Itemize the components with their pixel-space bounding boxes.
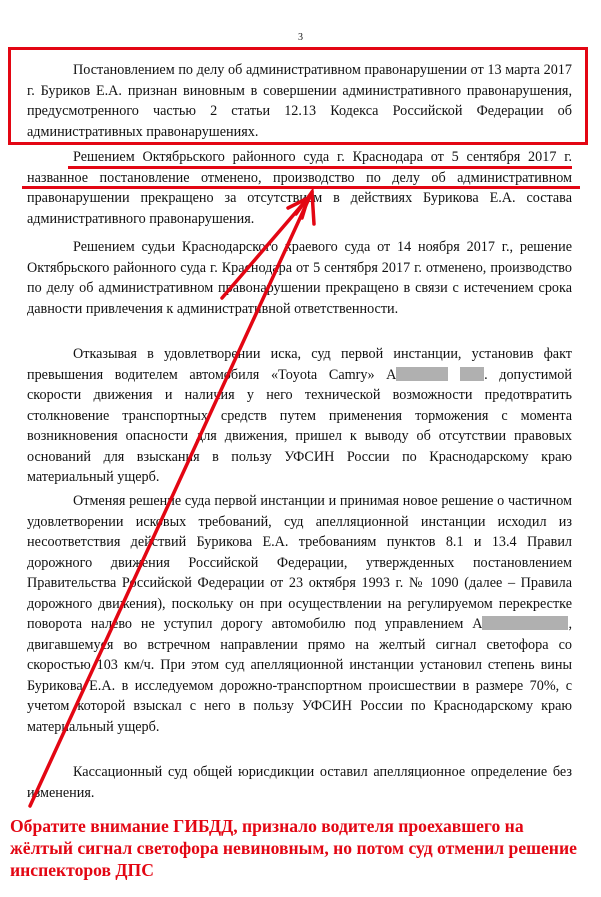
paragraph-first-instance-text-a: Отказывая в удовлетворении иска, суд первой инстанции, установив факт превышения водителем автомобиля «Toyota Camry» А	[27, 346, 572, 383]
highlight-box	[8, 47, 588, 145]
redacted-name	[396, 367, 448, 381]
paragraph-first-instance	[27, 344, 572, 488]
annotation-caption: Обратите внимание ГИБДД, признало водителя проехавшего на жёлтый сигнал светофора невиновным, но потом суд отменил решение инспекторов ДПС	[10, 816, 577, 880]
paragraph-district-court: Решением Октябрьского районного суда г. Краснодара от 5 сентября 2017 г. названное постановление отменено, производство по делу об административном правонарушении прекращено за отсутствием в действиях Бурикова Е.А. состава административного правонарушения.	[27, 149, 572, 227]
underline-1	[68, 166, 572, 169]
paragraph-appeal-text-b: , двигавшемуся во встречном направлении прямо на желтый сигнал светофора со скоростью 103 км/ч. При этом суд апелляционной инстанции установил степень вины Бурикова Е.А. в исследуемом дорожно-транспортном происшествии в размере 70%, с учетом которой взыскал с него в пользу УФСИН России по Краснодарскому краю материальный ущерб.	[27, 616, 572, 735]
paragraph-appeal-text-a: Отменяя решение суда первой инстанции и принимая новое решение о частичном удовлетворении исковых требований, суд апелляционной инстанции исходил из несоответствия действий Бурикова Е.А. требованиям пунктов 8.1 и 13.4 Правил дорожного движения Российской Федерации, утвержденных постановлением Правительства Российской Федерации от 23 октября 1993 г. № 1090 (далее – Правила дорожного движения), поскольку он при осуществлении на регулируемом перекрестке поворота налево не уступил дорогу автомобилю под управлением А	[27, 493, 572, 632]
paragraph-appeal	[27, 491, 572, 737]
paragraph-cassation: Кассационный суд общей юрисдикции оставил апелляционное определение без изменения.	[27, 764, 572, 801]
underline-2	[22, 186, 580, 189]
paragraph-first-instance-text-b: . допустимой скорости движения и наличия у него технической возможности предотвратить столкновение транспортных средств путем применения торможения с момента возникновения опасности для движения, пришел к выводу об отсутствии правовых оснований для взыскания в пользу УФСИН России по Краснодарскому краю материальный ущерб.	[27, 366, 572, 485]
page-number: 3	[298, 32, 303, 43]
paragraph-regional-court: Решением судьи Краснодарского краевого суда от 14 ноября 2017 г., решение Октябрьского районного суда г. Краснодара от 5 сентября 2017 г. отменено, производство по делу об административном правонарушении прекращено в связи с истечением срока давности привлечения к административной ответственности.	[27, 239, 572, 317]
paragraph-resolution: Постановлением по делу об административном правонарушении от 13 марта 2017 г. Буриков Е.А. признан виновным в совершении административного правонарушения, предусмотренного частью 2 статьи 12.13 Кодекса Российской Федерации об административных правонарушениях.	[27, 62, 572, 140]
redacted-initials	[460, 367, 484, 381]
redacted-name	[482, 616, 568, 630]
